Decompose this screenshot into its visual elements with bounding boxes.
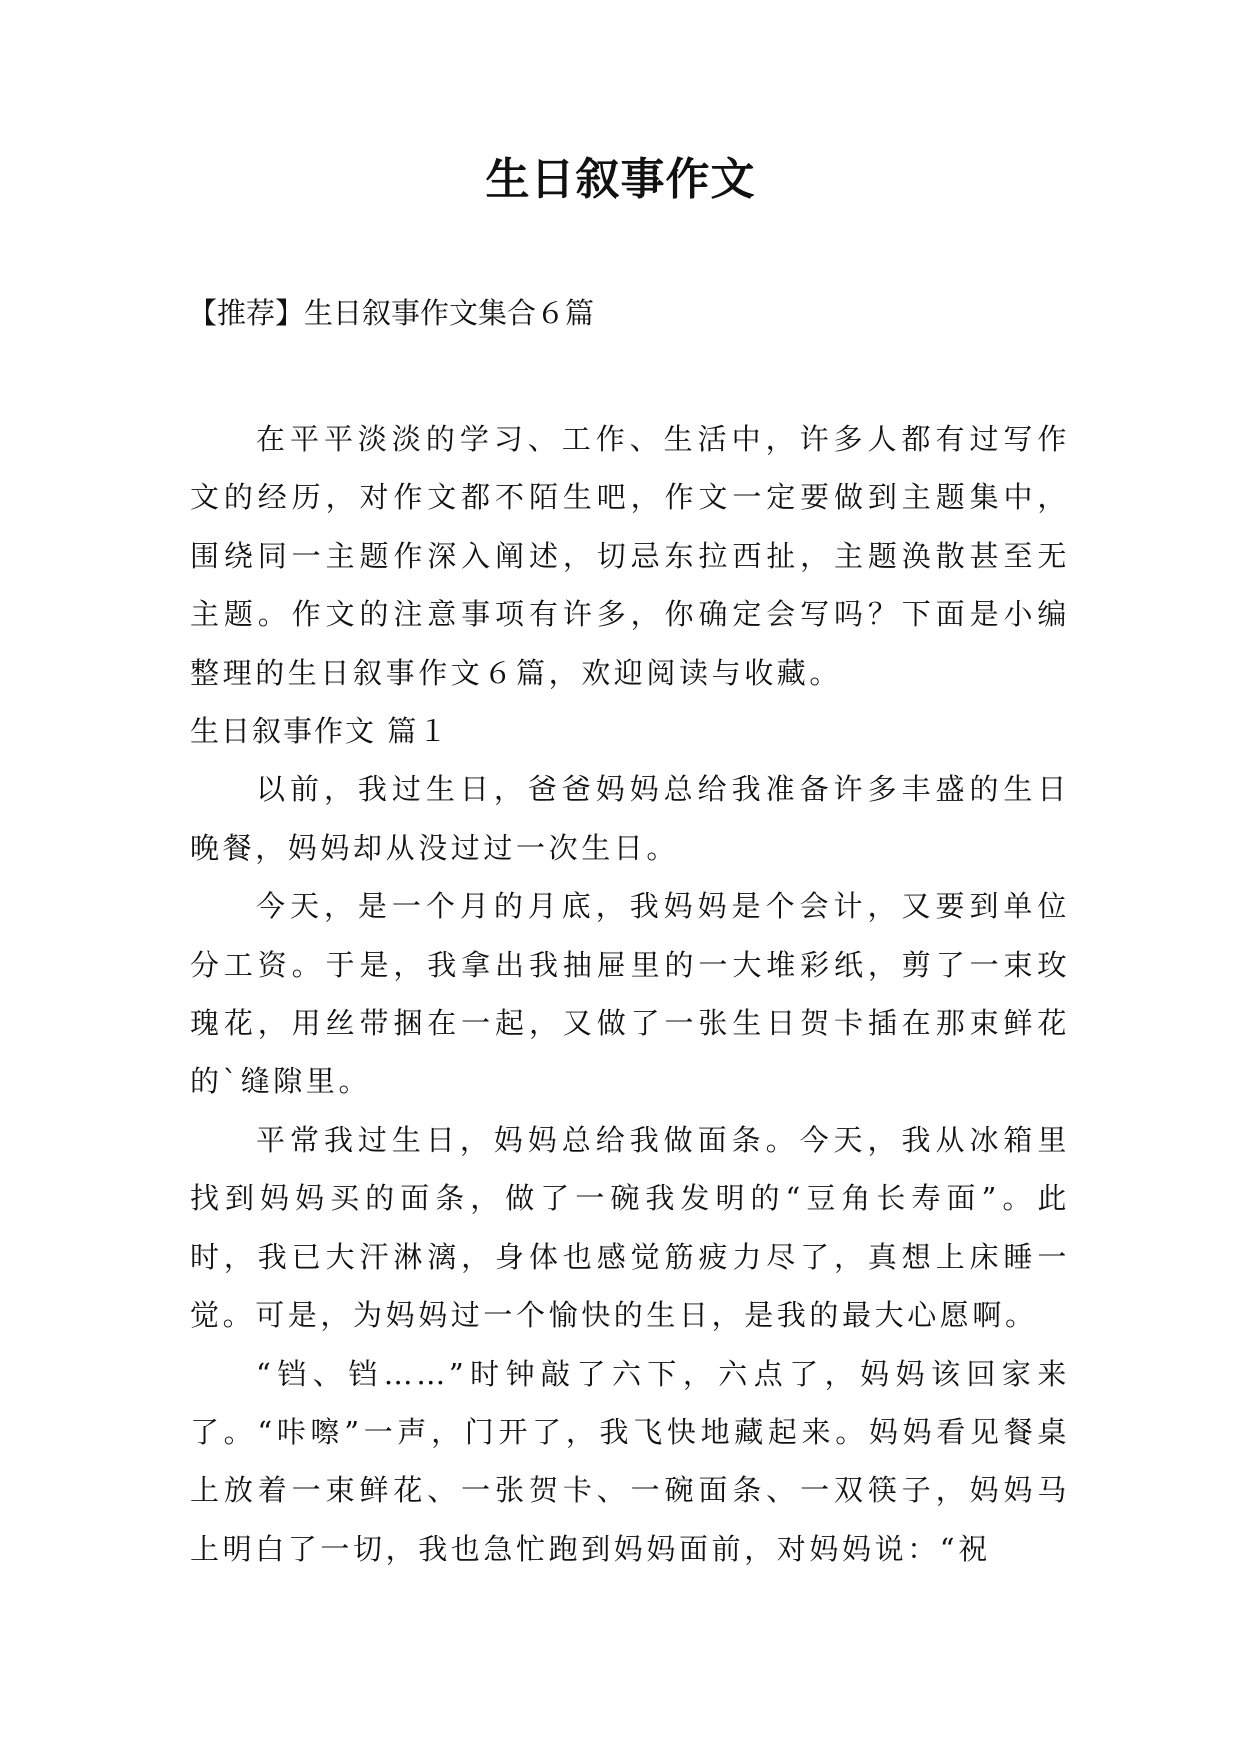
body-paragraph: “铛、铛……”时钟敲了六下，六点了，妈妈该回家来了。“咔嚓”一声，门开了，我飞快地藏起来。妈妈看见餐桌上放着一束鲜花、一张贺卡、一碗面条、一双筷子，妈妈马上明白了一切，我也急忙跑到妈妈面前，对妈妈说：“祝 <box>190 1356 1070 1566</box>
document-subtitle: 【推荐】生日叙事作文集合６篇 <box>188 296 595 330</box>
body-paragraph: 平常我过生日，妈妈总给我做面条。今天，我从冰箱里找到妈妈买的面条，做了一碗我发明的“豆角长寿面”。此时，我已大汗淋漓，身体也感觉筋疲力尽了，真想上床睡一觉。可是，为妈妈过一个愉快的生日，是我的最大心愿啊。 <box>190 1122 1070 1333</box>
document-body <box>190 410 1070 1578</box>
body-paragraph: 今天，是一个月的月底，我妈妈是个会计，又要到单位分工资。于是，我拿出我抽屉里的一大堆彩纸，剪了一束玫瑰花，用丝带捆在一起，又做了一张生日贺卡插在那束鲜花的`缝隙里。 <box>190 889 1070 1099</box>
body-paragraph: 以前，我过生日，爸爸妈妈总给我准备许多丰盛的生日晚餐，妈妈却从没过过一次生日。 <box>190 772 1070 865</box>
intro-paragraph: 在平平淡淡的学习、工作、生活中，许多人都有过写作文的经历，对作文都不陌生吧，作文一定要做到主题集中，围绕同一主题作深入阐述，切忌东拉西扯，主题涣散甚至无主题。作文的注意事项有许多，你确定会写吗？下面是小编整理的生日叙事作文６篇，欢迎阅读与收藏。 <box>190 422 1070 690</box>
document-title: 生日叙事作文 <box>485 154 756 205</box>
section-heading: 生日叙事作文 篇１ <box>190 714 450 749</box>
